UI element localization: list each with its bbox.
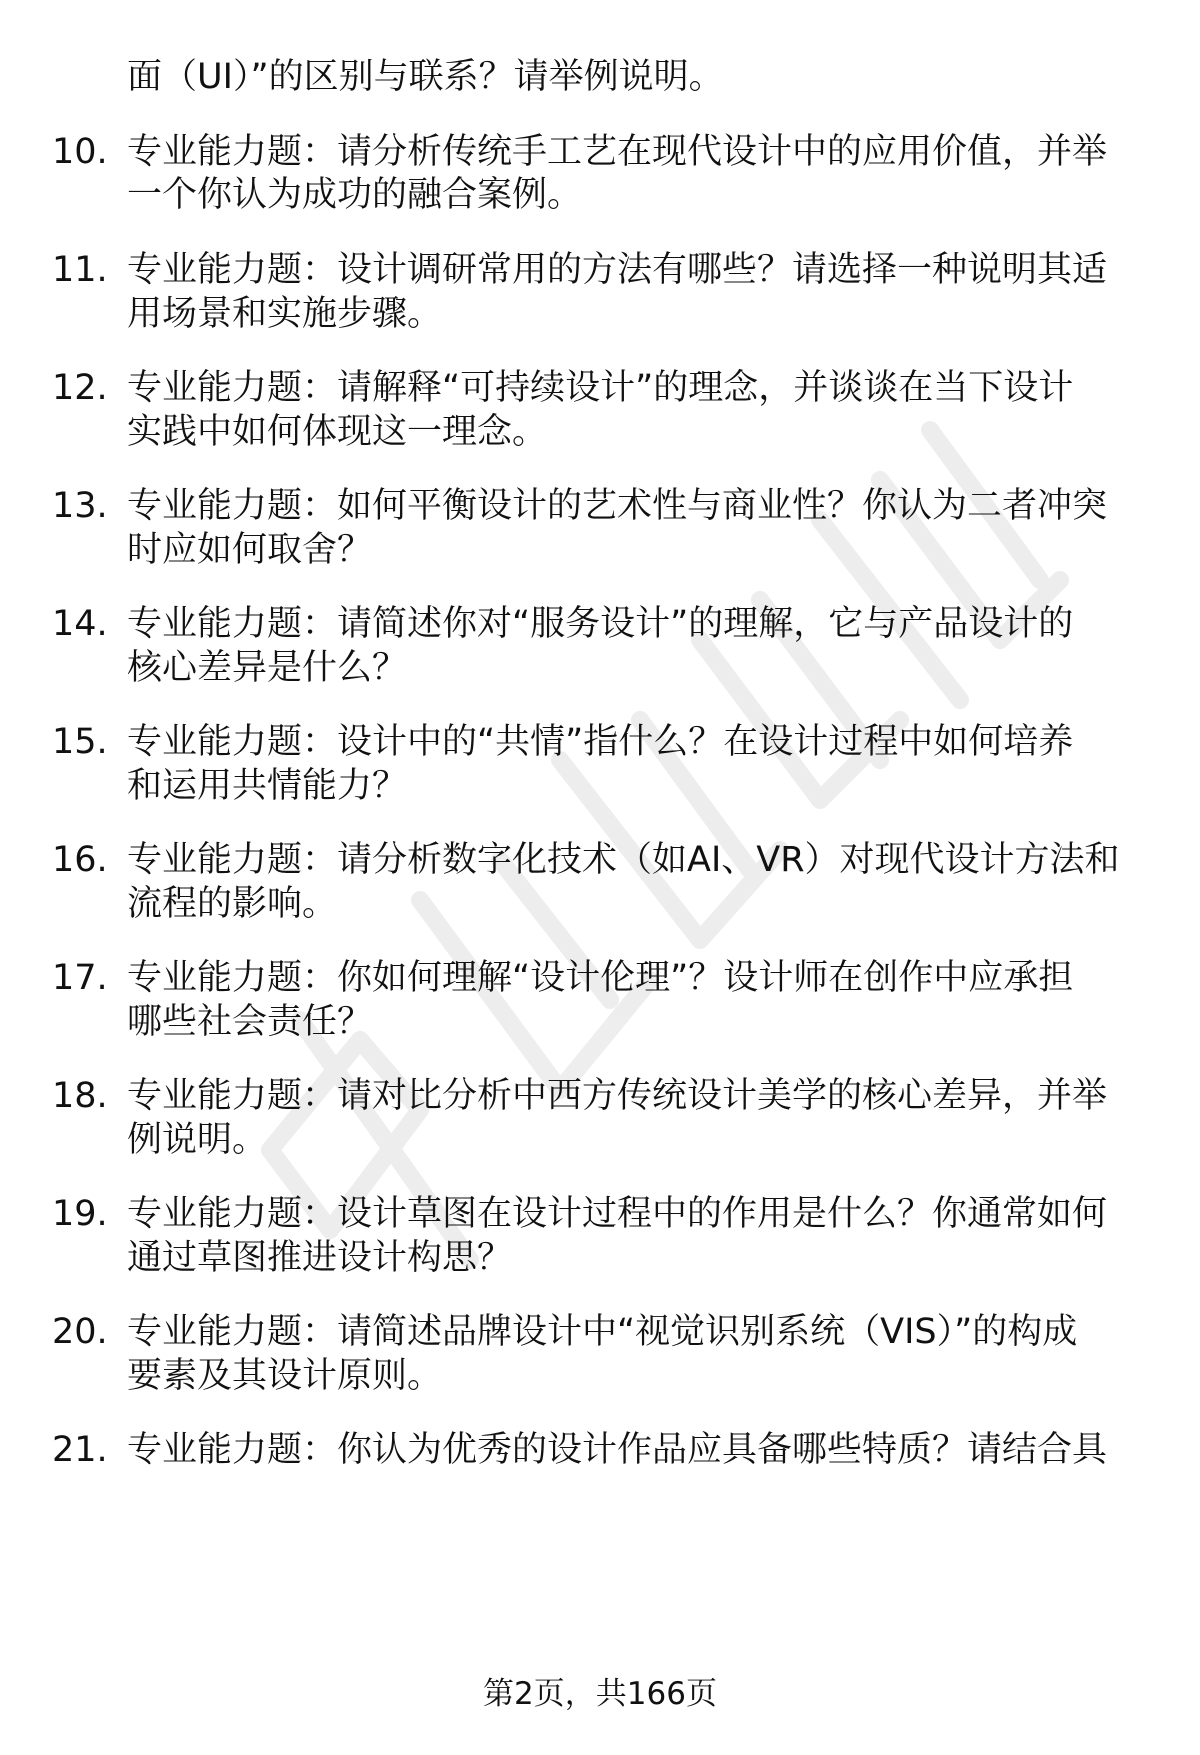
page-footer: 第2页，共166页 [483, 1676, 717, 1712]
question-number: 16. [52, 840, 108, 880]
continuation-text: 面（UI）”的区别与联系？请举例说明。 [127, 57, 724, 97]
question-number: 21. [52, 1430, 108, 1470]
question-text-line-1: 专业能力题：请对比分析中西方传统设计美学的核心差异，并举 [127, 1076, 1108, 1116]
question-number: 10. [52, 132, 108, 172]
question-number: 18. [52, 1076, 108, 1116]
question-text-line-2: 例说明。 [127, 1120, 268, 1160]
question-number: 12. [52, 368, 108, 408]
question-text-line-1: 专业能力题：请简述品牌设计中“视觉识别系统（VIS）”的构成 [127, 1312, 1078, 1352]
question-number: 11. [52, 250, 108, 290]
question-number: 14. [52, 604, 108, 644]
question-text-line-2: 核心差异是什么？ [127, 648, 408, 688]
question-text-line-2: 用场景和实施步骤。 [127, 294, 443, 334]
question-text-line-2: 和运用共情能力？ [127, 766, 408, 806]
question-text-line-2: 要素及其设计原则。 [127, 1356, 443, 1396]
question-text-line-1: 专业能力题：如何平衡设计的艺术性与商业性？你认为二者冲突 [127, 486, 1108, 526]
question-text-line-2: 一个你认为成功的融合案例。 [127, 175, 583, 215]
question-text-line-1: 专业能力题：请分析数字化技术（如AI、VR）对现代设计方法和 [127, 840, 1120, 880]
question-number: 17. [52, 958, 108, 998]
question-text-line-1: 专业能力题：设计中的“共情”指什么？在设计过程中如何培养 [127, 722, 1074, 762]
question-number: 13. [52, 486, 108, 526]
question-text-line-1: 专业能力题：请解释“可持续设计”的理念，并谈谈在当下设计 [127, 368, 1074, 408]
question-text-line-2: 哪些社会责任？ [127, 1002, 373, 1042]
question-text-line-1: 专业能力题：你如何理解“设计伦理”？设计师在创作中应承担 [127, 958, 1074, 998]
question-number: 19. [52, 1194, 108, 1234]
question-text-line-2: 流程的影响。 [127, 884, 338, 924]
question-text-line-2: 实践中如何体现这一理念。 [127, 412, 548, 452]
question-text-line-1: 专业能力题：请分析传统手工艺在现代设计中的应用价值，并举 [127, 132, 1108, 172]
question-text-line-1: 专业能力题：设计调研常用的方法有哪些？请选择一种说明其适 [127, 250, 1108, 290]
question-text-line-2: 时应如何取舍？ [127, 530, 373, 570]
question-number: 15. [52, 722, 108, 762]
question-number: 20. [52, 1312, 108, 1352]
question-text-line-1: 专业能力题：设计草图在设计过程中的作用是什么？你通常如何 [127, 1194, 1108, 1234]
question-text-line-2: 通过草图推进设计构思？ [127, 1238, 513, 1278]
question-text-line-1: 专业能力题：你认为优秀的设计作品应具备哪些特质？请结合具 [127, 1430, 1108, 1470]
question-text-line-1: 专业能力题：请简述你对“服务设计”的理解，它与产品设计的 [127, 604, 1074, 644]
